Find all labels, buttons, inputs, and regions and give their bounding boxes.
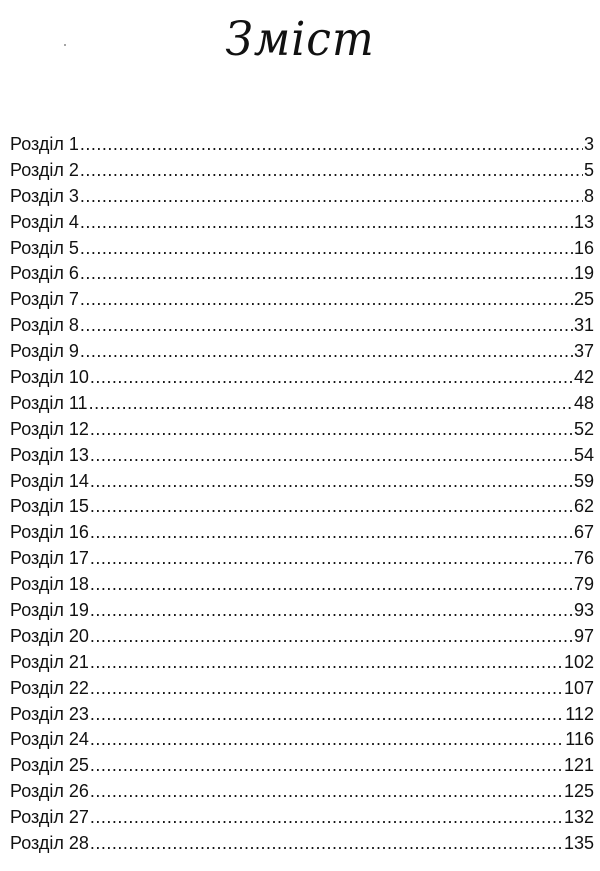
- toc-entry-page-number: 8: [583, 185, 594, 206]
- toc-entry[interactable]: [10, 727, 594, 753]
- toc-entry[interactable]: [10, 236, 594, 262]
- toc-entry-page-number: 31: [573, 315, 594, 336]
- toc-entry-label: Розділ 17: [10, 548, 89, 569]
- toc-entry[interactable]: [10, 443, 594, 469]
- toc-entry-page-number: 42: [573, 367, 594, 388]
- toc-entry-label: Розділ 23: [10, 703, 89, 724]
- toc-entry-label: Розділ 3: [10, 185, 79, 206]
- toc-entry-label: Розділ 25: [10, 755, 89, 776]
- page-title: Зміст: [225, 12, 375, 67]
- toc-entry[interactable]: [10, 313, 594, 339]
- toc-dot-leader: [90, 753, 563, 779]
- toc-entry[interactable]: [10, 676, 594, 702]
- toc-entry[interactable]: [10, 831, 594, 857]
- toc-entry-page-number: 132: [563, 807, 594, 828]
- toc-entry-label: Розділ 16: [10, 522, 89, 543]
- toc-entry-label: Розділ 12: [10, 418, 89, 439]
- toc-entry-page-number: 76: [573, 548, 594, 569]
- toc-dot-leader: [80, 184, 583, 210]
- toc-dot-leader: [90, 417, 573, 443]
- toc-entry[interactable]: [10, 184, 594, 210]
- toc-entry-label: Розділ 7: [10, 289, 79, 310]
- toc-entry-label: Розділ 21: [10, 651, 89, 672]
- toc-entry[interactable]: [10, 753, 594, 779]
- toc-dot-leader: [90, 676, 563, 702]
- toc-entry-page-number: 25: [573, 289, 594, 310]
- toc-entry[interactable]: [10, 650, 594, 676]
- toc-dot-leader: [80, 132, 583, 158]
- toc-entry[interactable]: [10, 494, 594, 520]
- toc-dot-leader: [90, 727, 564, 753]
- toc-dot-leader: [89, 391, 573, 417]
- toc-entry-label: Розділ 9: [10, 341, 79, 362]
- toc-entry[interactable]: [10, 805, 594, 831]
- toc-entry-page-number: 19: [573, 263, 594, 284]
- toc-entry-page-number: 121: [563, 755, 594, 776]
- toc-entry-label: Розділ 26: [10, 781, 89, 802]
- toc-entry-label: Розділ 5: [10, 237, 79, 258]
- toc-dot-leader: [90, 598, 573, 624]
- toc-entry[interactable]: [10, 287, 594, 313]
- toc-entry-label: Розділ 28: [10, 833, 89, 854]
- toc-entry-page-number: 54: [573, 444, 594, 465]
- toc-entry[interactable]: [10, 598, 594, 624]
- toc-entry-label: Розділ 13: [10, 444, 89, 465]
- toc-entry-page-number: 59: [573, 470, 594, 491]
- toc-entry-label: Розділ 2: [10, 159, 79, 180]
- toc-dot-leader: [90, 702, 564, 728]
- toc-dot-leader: [90, 805, 563, 831]
- toc-entry-page-number: 112: [565, 703, 594, 724]
- toc-entry[interactable]: [10, 624, 594, 650]
- toc-entry-page-number: 125: [563, 781, 594, 802]
- toc-dot-leader: [90, 831, 563, 857]
- toc-entry[interactable]: [10, 158, 594, 184]
- toc-entry-page-number: 79: [573, 574, 594, 595]
- toc-entry-page-number: 37: [573, 341, 594, 362]
- toc-entry[interactable]: [10, 132, 594, 158]
- toc-dot-leader: [80, 158, 583, 184]
- toc-entry[interactable]: [10, 572, 594, 598]
- toc-entry-label: Розділ 15: [10, 496, 89, 517]
- toc-entry-page-number: 5: [583, 159, 594, 180]
- toc-entry[interactable]: [10, 469, 594, 495]
- toc-entry-page-number: 135: [563, 833, 594, 854]
- toc-entry[interactable]: [10, 779, 594, 805]
- toc-dot-leader: [80, 287, 573, 313]
- toc-dot-leader: [90, 779, 563, 805]
- toc-dot-leader: [80, 339, 573, 365]
- toc-entry-page-number: 16: [573, 237, 594, 258]
- toc-entry-label: Розділ 6: [10, 263, 79, 284]
- toc-entry-page-number: 48: [573, 392, 594, 413]
- toc-dot-leader: [90, 469, 573, 495]
- toc-dot-leader: [90, 494, 573, 520]
- toc-entry[interactable]: [10, 391, 594, 417]
- toc-dot-leader: [80, 210, 573, 236]
- toc-entry-label: Розділ 24: [10, 729, 89, 750]
- toc-entry-page-number: 102: [563, 651, 594, 672]
- print-speck: [64, 44, 66, 46]
- toc-entry-page-number: 116: [565, 729, 594, 750]
- toc-entry[interactable]: [10, 339, 594, 365]
- table-of-contents: [10, 132, 594, 857]
- toc-entry-page-number: 67: [573, 522, 594, 543]
- toc-entry-page-number: 13: [573, 211, 594, 232]
- toc-dot-leader: [90, 365, 573, 391]
- toc-entry-page-number: 3: [583, 134, 594, 154]
- toc-entry[interactable]: [10, 702, 594, 728]
- toc-entry-page-number: 62: [573, 496, 594, 517]
- toc-dot-leader: [90, 546, 573, 572]
- toc-dot-leader: [90, 520, 573, 546]
- toc-entry[interactable]: [10, 210, 594, 236]
- toc-entry[interactable]: [10, 546, 594, 572]
- toc-dot-leader: [90, 443, 573, 469]
- toc-entry-page-number: 93: [573, 600, 594, 621]
- toc-entry[interactable]: [10, 417, 594, 443]
- toc-entry-label: Розділ 11: [10, 392, 88, 413]
- toc-entry-label: Розділ 27: [10, 807, 89, 828]
- toc-entry-label: Розділ 10: [10, 367, 89, 388]
- toc-entry-label: Розділ 19: [10, 600, 89, 621]
- toc-dot-leader: [80, 261, 573, 287]
- toc-dot-leader: [90, 572, 573, 598]
- toc-entry-label: Розділ 1: [10, 134, 79, 154]
- toc-entry-label: Розділ 8: [10, 315, 79, 336]
- toc-entry-label: Розділ 4: [10, 211, 79, 232]
- toc-entry-label: Розділ 22: [10, 677, 89, 698]
- toc-entry-page-number: 52: [573, 418, 594, 439]
- toc-entry-page-number: 107: [563, 677, 594, 698]
- toc-entry-label: Розділ 18: [10, 574, 89, 595]
- toc-entry-label: Розділ 20: [10, 625, 89, 646]
- toc-entry[interactable]: [10, 261, 594, 287]
- toc-dot-leader: [90, 624, 573, 650]
- toc-entry-label: Розділ 14: [10, 470, 89, 491]
- toc-dot-leader: [80, 313, 573, 339]
- toc-entry[interactable]: [10, 520, 594, 546]
- toc-dot-leader: [80, 236, 573, 262]
- toc-entry-page-number: 97: [573, 625, 594, 646]
- toc-entry[interactable]: [10, 365, 594, 391]
- toc-dot-leader: [90, 650, 563, 676]
